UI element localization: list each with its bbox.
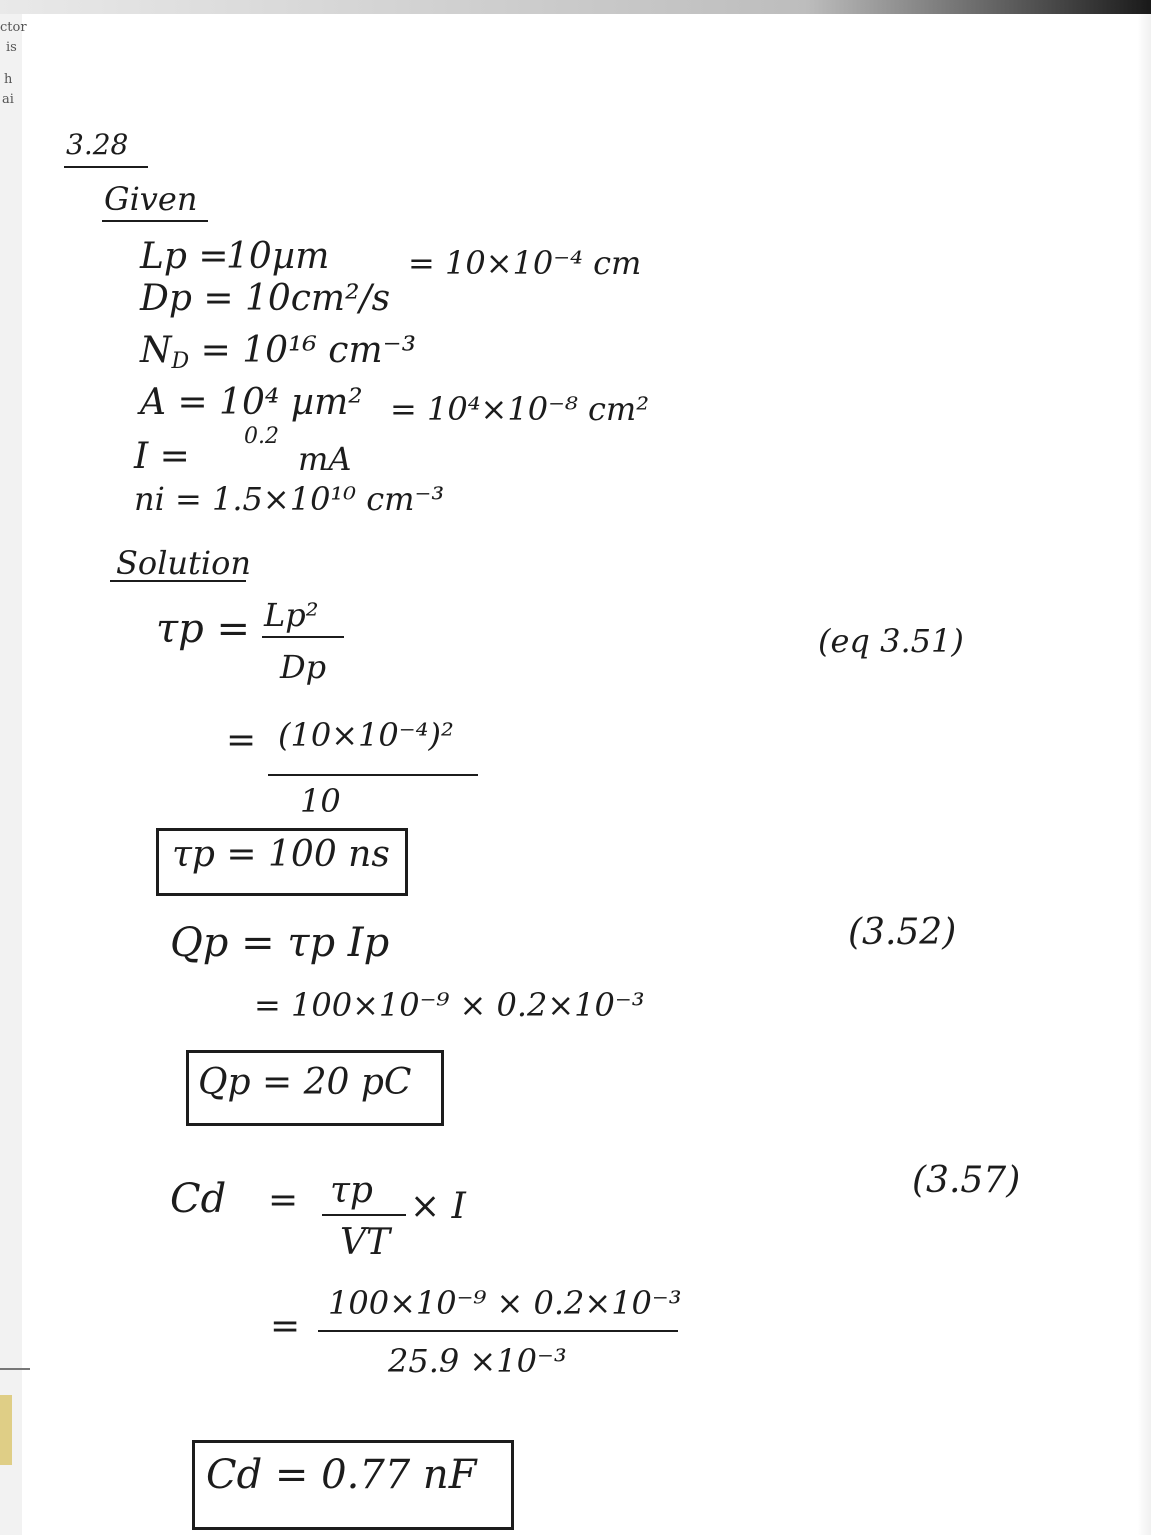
given-lp-conversion: = 10×10⁻⁴ cm [408,244,642,282]
tau-sub-numerator: (10×10⁻⁴)² [278,716,454,754]
charge-lhs: Qp = τp Ip [170,920,390,966]
solution-underline [110,580,246,582]
solution-heading: Solution [116,544,251,582]
equation-ref-351: (eq 3.51) [818,622,964,660]
given-nd-symbol: N [140,330,172,371]
given-nd-rest: = 10¹⁶ cm⁻³ [189,330,417,371]
given-current-value: 0.2 [244,424,279,449]
given-current-lhs: I = [134,436,190,477]
capacitance-equals: = [268,1180,299,1221]
capacitance-denominator: VT [340,1222,391,1263]
equation-ref-357: (3.57) [912,1160,1021,1201]
tau-fraction-bar [262,636,344,638]
given-heading: Given [104,180,198,218]
capacitance-sub-fraction-bar [318,1330,678,1332]
given-lp-lhs: Lp = [140,236,229,277]
tau-denominator: Dp [280,648,327,686]
tau-sub-equals: = [226,720,257,761]
problem-number: 3.28 [66,128,129,161]
capacitance-sub-equals: = [270,1306,301,1347]
capacitance-sub-denominator: 25.9 ×10⁻³ [388,1342,567,1380]
capacitance-fraction-bar [322,1214,406,1216]
equation-ref-352: (3.52) [848,912,957,953]
capacitance-lhs: Cd [170,1176,227,1222]
problem-number-underline [64,166,148,168]
tau-result: τp = 100 ns [172,834,390,875]
bleed-text-4: ai [2,92,14,107]
tau-sub-fraction-bar [268,774,478,776]
given-ni: ni = 1.5×10¹⁰ cm⁻³ [134,480,445,518]
page-margin-strip [0,0,22,1535]
given-lp-value: 10µm [226,236,330,277]
given-nd-subscript: D [171,349,190,374]
charge-substitution: = 100×10⁻⁹ × 0.2×10⁻³ [254,986,645,1024]
page-edge-stain [0,1395,12,1465]
capacitance-numerator: τp [330,1170,373,1211]
capacitance-result: Cd = 0.77 nF [206,1452,477,1498]
page-right-shadow [1137,0,1151,1535]
capacitance-sub-numerator: 100×10⁻⁹ × 0.2×10⁻³ [328,1284,682,1322]
bleed-text-3: h [4,72,13,87]
given-underline [102,220,208,222]
tau-lhs: τp = [156,606,250,652]
bleed-text-1: ctor [0,20,27,35]
given-area-conversion: = 10⁴×10⁻⁸ cm² [390,390,650,428]
page-edge-line [0,1368,30,1370]
given-area: A = 10⁴ µm² [140,382,363,423]
page-top-edge [0,0,1151,14]
charge-result: Qp = 20 pC [198,1062,412,1103]
tau-sub-denominator: 10 [300,782,341,820]
given-current-unit: mA [298,440,352,478]
bleed-text-2: is [6,40,17,55]
given-dp: Dp = 10cm²/s [140,278,391,319]
tau-numerator: Lp² [264,596,319,634]
given-nd [140,330,416,374]
capacitance-times-current: × I [410,1186,466,1227]
